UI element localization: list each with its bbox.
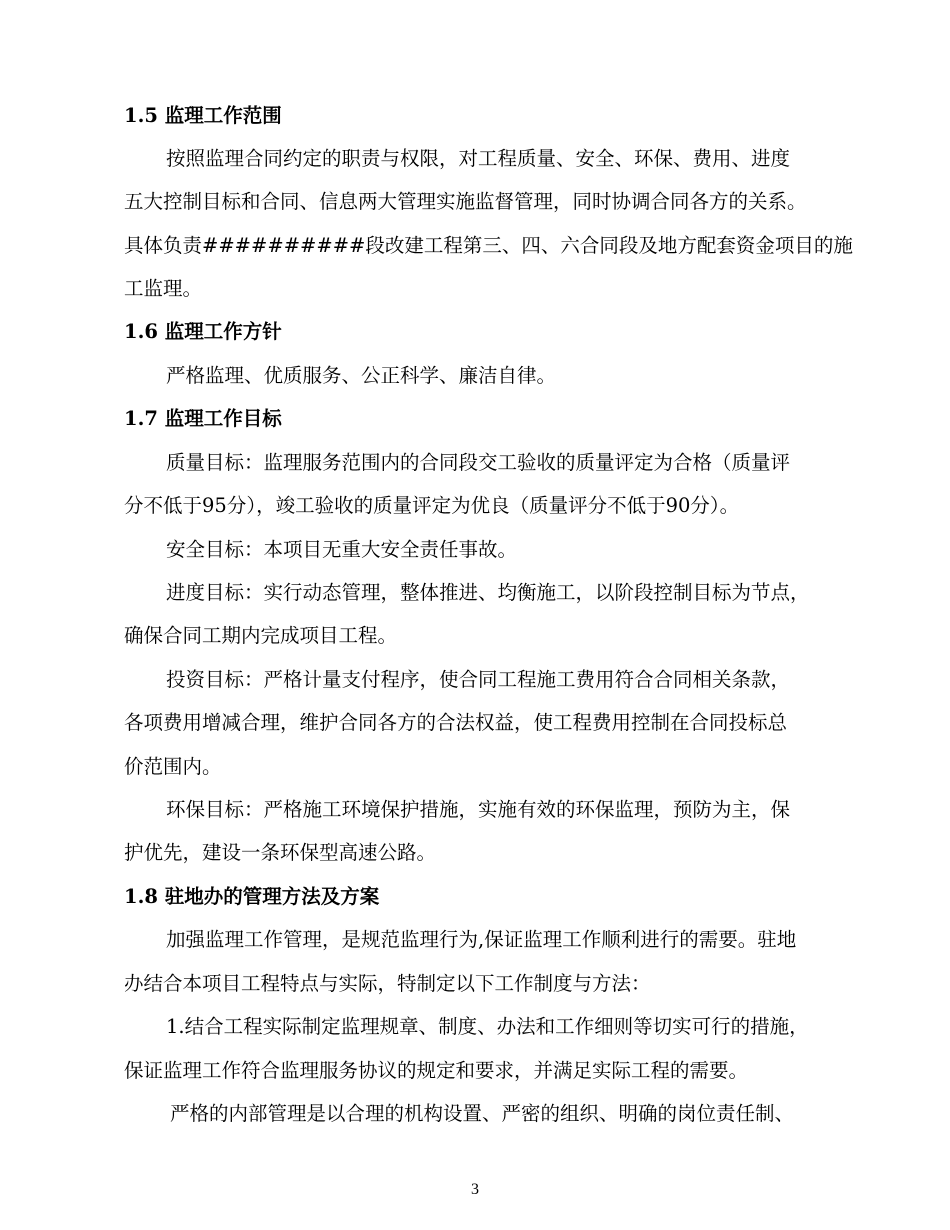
paragraph-line: 价范围内。 (124, 755, 222, 778)
paragraph-line: 工监理。 (124, 277, 203, 300)
paragraph-line: 保证监理工作符合监理服务协议的规定和要求，并满足实际工程的需要。 (124, 1059, 749, 1082)
section-heading-1-6: 1.6 监理工作方针 (124, 320, 282, 343)
paragraph-line: 投资目标：严格计量支付程序，使合同工程施工费用符合合同相关条款， (166, 668, 791, 691)
paragraph-line: 各项费用增减合理，维护合同各方的合法权益，使工程费用控制在合同投标总 (124, 711, 788, 734)
paragraph-line: 确保合同工期内完成项目工程。 (124, 624, 398, 647)
section-heading-1-8: 1.8 驻地办的管理方法及方案 (124, 885, 380, 908)
page-number: 3 (471, 1181, 479, 1198)
paragraph-line: 环保目标：严格施工环境保护措施，实施有效的环保监理，预防为主，保 (166, 798, 791, 821)
paragraph-line: 安全目标：本项目无重大安全责任事故。 (166, 538, 518, 561)
section-heading-1-7: 1.7 监理工作目标 (124, 407, 282, 430)
section-heading-1-5: 1.5 监理工作范围 (124, 104, 282, 127)
paragraph-line: 质量目标：监理服务范围内的合同段交工验收的质量评定为合格（质量评 (166, 451, 791, 474)
paragraph-line: 具体负责##########段改建工程第三、四、六合同段及地方配套资金项目的施 (124, 234, 853, 257)
paragraph-line: 按照监理合同约定的职责与权限，对工程质量、安全、环保、费用、进度 (166, 147, 791, 170)
paragraph-line: 1.结合工程实际制定监理规章、制度、办法和工作细则等切实可行的措施， (166, 1015, 809, 1038)
paragraph-line: 严格的内部管理是以合理的机构设置、严密的组织、明确的岗位责任制、 (170, 1102, 795, 1125)
paragraph-line: 进度目标：实行动态管理，整体推进、均衡施工，以阶段控制目标为节点， (166, 581, 810, 604)
paragraph-line: 分不低于95分），竣工验收的质量评定为优良（质量评分不低于90分）。 (124, 494, 740, 517)
paragraph-line: 严格监理、优质服务、公正科学、廉洁自律。 (166, 364, 557, 387)
paragraph-line: 护优先，建设一条环保型高速公路。 (124, 841, 437, 864)
paragraph-line: 办结合本项目工程特点与实际，特制定以下工作制度与方法： (124, 972, 651, 995)
paragraph-line: 加强监理工作管理，是规范监理行为,保证监理工作顺利进行的需要。驻地 (166, 928, 797, 951)
paragraph-line: 五大控制目标和合同、信息两大管理实施监督管理，同时协调合同各方的关系。 (124, 190, 807, 213)
